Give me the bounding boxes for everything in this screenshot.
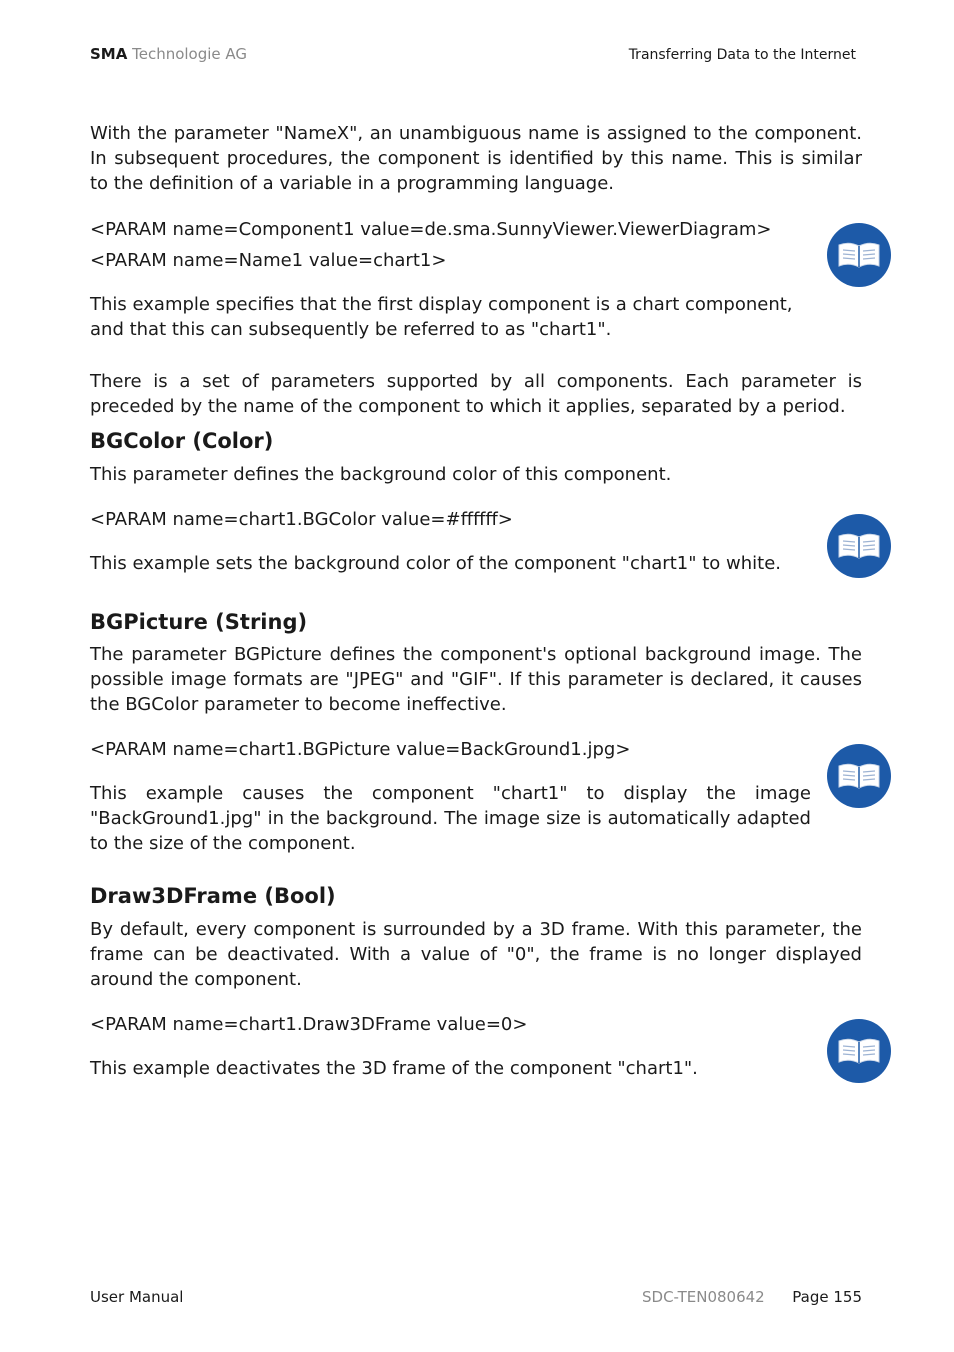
code-example-name: <PARAM name=Name1 value=chart1> bbox=[90, 250, 447, 271]
bgpicture-example: This example causes the component "chart1" to display the image "BackGround1.jpg" in the background. The image size is automatically adapted to the size of the component. bbox=[90, 783, 811, 854]
intro-parameters-text: There is a set of parameters supported by all components. Each parameter is preceded by the name of the component to which it applies, separated by a period. bbox=[90, 371, 862, 417]
footer-manual-label: User Manual bbox=[90, 1288, 184, 1306]
company-name: Technologie AG bbox=[127, 45, 248, 63]
book-icon bbox=[827, 514, 891, 578]
intro-paragraph: With the parameter "NameX", an unambiguous name is assigned to the component. In subsequent procedures, the component is identified by this name. This is similar to the definition of a variable in a programming language. bbox=[90, 123, 862, 194]
draw3dframe-description: By default, every component is surrounded by a 3D frame. With this parameter, the frame can be deactivated. With a value of "0", the frame is no longer displayed around the component. bbox=[90, 919, 862, 990]
heading-draw3dframe: Draw3DFrame (Bool) bbox=[90, 884, 336, 908]
footer-doc-id: SDC-TEN080642 bbox=[642, 1288, 765, 1306]
header-section: Transferring Data to the Internet bbox=[628, 47, 856, 63]
intro-example-text: This example specifies that the first display component is a chart component, and that this can subsequently be referred to as "chart1". bbox=[90, 294, 793, 340]
book-icon bbox=[827, 223, 891, 287]
draw3dframe-code: <PARAM name=chart1.Draw3DFrame value=0> bbox=[90, 1014, 528, 1035]
draw3dframe-example: This example deactivates the 3D frame of the component "chart1". bbox=[90, 1058, 698, 1079]
bgpicture-code: <PARAM name=chart1.BGPicture value=BackGround1.jpg> bbox=[90, 739, 631, 760]
book-icon bbox=[827, 744, 891, 808]
bgcolor-example: This example sets the background color of the component "chart1" to white. bbox=[90, 553, 781, 574]
bgcolor-code: <PARAM name=chart1.BGColor value=#ffffff> bbox=[90, 509, 513, 530]
bgpicture-description: The parameter BGPicture defines the component's optional background image. The possible image formats are "JPEG" and "GIF". If this parameter is declared, it causes the BGColor parameter to become ineffective. bbox=[90, 644, 862, 715]
book-icon bbox=[827, 1019, 891, 1083]
bgcolor-description: This parameter defines the background color of this component. bbox=[90, 464, 672, 485]
heading-bgpicture: BGPicture (String) bbox=[90, 610, 308, 634]
brand-name: SMA bbox=[90, 45, 128, 63]
footer-page-number: Page 155 bbox=[792, 1288, 862, 1306]
heading-bgcolor: BGColor (Color) bbox=[90, 429, 274, 453]
code-example-component: <PARAM name=Component1 value=de.sma.SunnyViewer.ViewerDiagram> bbox=[90, 219, 772, 240]
header-company bbox=[90, 45, 247, 63]
